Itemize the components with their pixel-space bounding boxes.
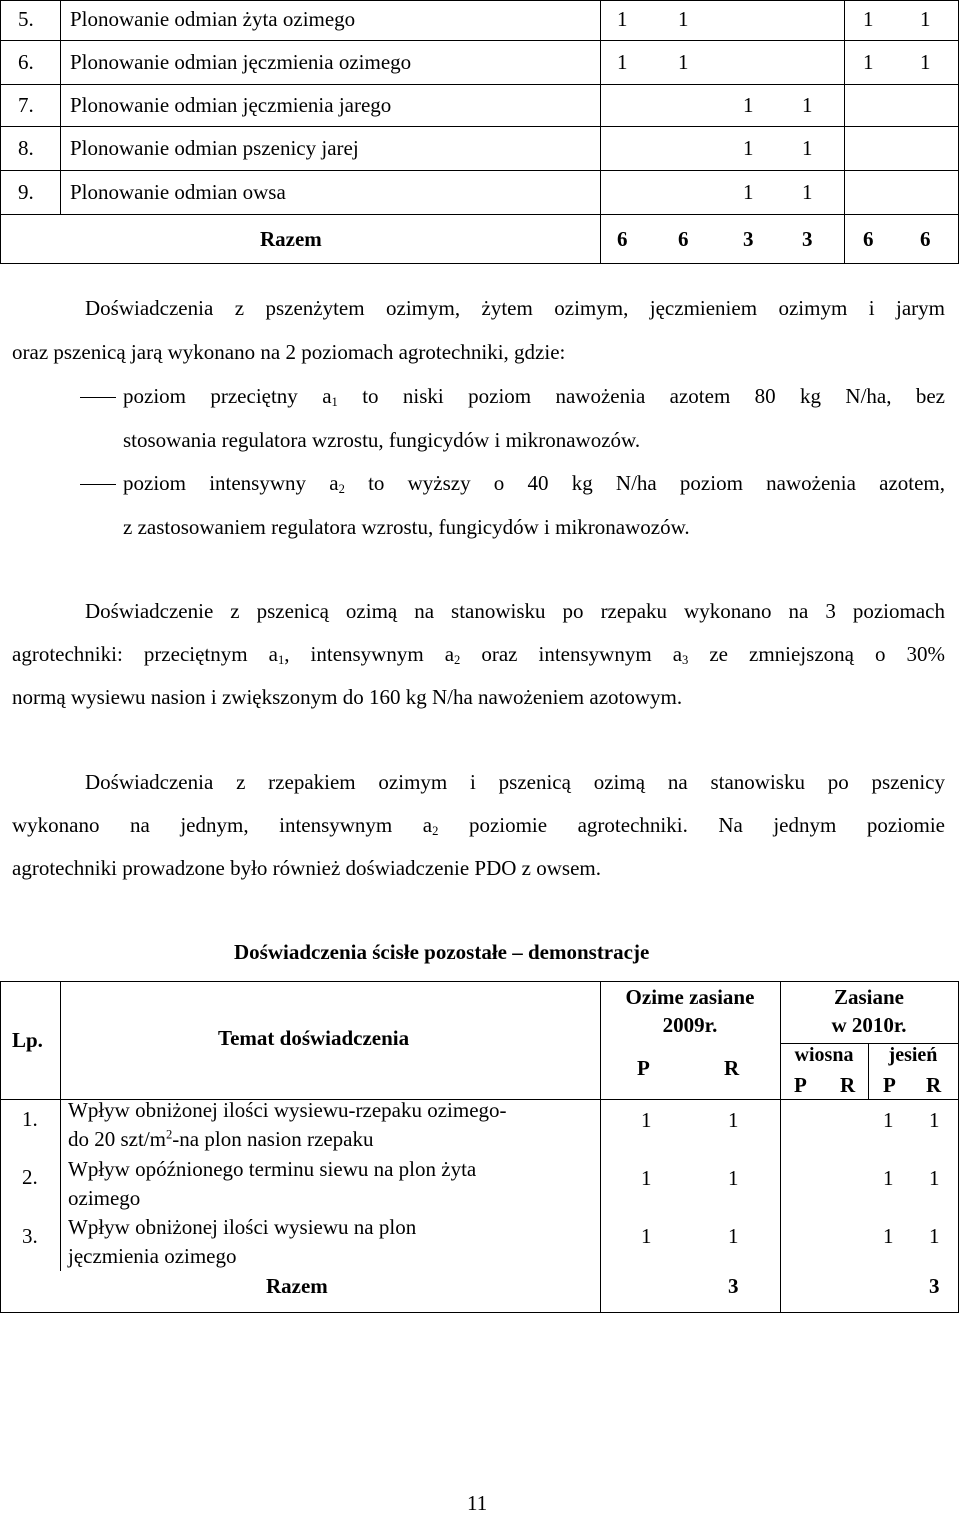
text-line: agrotechniki prowadzone było również doświadczenie PDO z owsem. — [12, 856, 601, 880]
row-label: Plonowanie odmian jęczmienia ozimego — [70, 50, 412, 74]
total-value: 6 — [678, 227, 689, 251]
cell-value: 1 — [743, 136, 754, 160]
cell-value: 1 — [883, 1166, 894, 1190]
column-header-spring: wiosna — [794, 1044, 854, 1066]
column-header-p: P — [794, 1073, 807, 1097]
column-header-winter: Ozime zasiane — [625, 985, 755, 1009]
text-line: wykonano na jednym, intensywnym $a_2$ poziomie agrotechniki. Na jednym poziomie — [12, 813, 946, 839]
cell-value: 1 — [728, 1108, 739, 1132]
total-value: 3 — [743, 227, 754, 251]
total-value: 3 — [929, 1274, 940, 1298]
text-line: oraz pszenicą jarą wykonano na 2 poziomach agrotechniki, gdzie: — [12, 340, 566, 364]
column-header-lp: Lp. — [12, 1028, 43, 1052]
text-line: Doświadczenie z pszenicą ozimą na stanowisku po rzepaku wykonano na 3 poziomach — [85, 599, 945, 623]
cell-value: 1 — [929, 1224, 940, 1248]
total-value: 3 — [802, 227, 813, 251]
bullet-line: poziom intensywny $a_2$ to wyższy o 40 kg N/ha poziom nawożenia azotem, — [123, 471, 946, 497]
column-header-sown-year: w 2010r. — [831, 1013, 907, 1037]
column-header-sown: Zasiane — [833, 985, 904, 1009]
row-topic-line: Wpływ opóźnionego terminu siewu na plon żyta — [68, 1157, 477, 1181]
column-header-winter-year: 2009r. — [662, 1013, 718, 1037]
row-topic-line: jęczmienia ozimego — [68, 1244, 237, 1268]
dash-bullet — [80, 484, 116, 485]
bullet-line: stosowania regulatora wzrostu, fungicydów i mikronawozów. — [123, 428, 641, 452]
cell-value: 1 — [929, 1108, 940, 1132]
total-label: Razem — [260, 227, 322, 251]
cell-value: 1 — [728, 1224, 739, 1248]
section-heading: Doświadczenia ścisłe pozostałe – demonstracje — [234, 940, 650, 964]
cell-value: 1 — [920, 50, 931, 74]
column-header-topic: Temat doświadczenia — [218, 1026, 410, 1050]
top-table — [0, 0, 958, 264]
total-label: Razem — [266, 1274, 328, 1298]
text-line: normą wysiewu nasion i zwiększonym do 160 kg N/ha nawożeniem azotowym. — [12, 685, 683, 709]
cell-value: 1 — [802, 136, 813, 160]
row-label: Plonowanie odmian jęczmienia jarego — [70, 93, 392, 117]
cell-value: 1 — [802, 180, 813, 204]
page-number: 11 — [467, 1491, 488, 1515]
cell-value: 1 — [728, 1166, 739, 1190]
column-header-r: R — [926, 1073, 942, 1097]
row-label: Plonowanie odmian owsa — [70, 180, 286, 204]
total-value: 6 — [863, 227, 874, 251]
row-number: 9. — [18, 180, 34, 204]
total-value: 3 — [728, 1274, 739, 1298]
cell-value: 1 — [641, 1224, 652, 1248]
row-number: 6. — [18, 50, 34, 74]
row-topic-line: Wpływ obniżonej ilości wysiewu-rzepaku ozimego- — [68, 1098, 507, 1122]
row-number: 8. — [18, 136, 34, 160]
row-topic-line: ozimego — [68, 1186, 141, 1210]
total-value: 6 — [617, 227, 628, 251]
text-line: agrotechniki: przeciętnym $a_1$, intensywnym $a_2$ oraz intensywnym $a_3$ ze zmniejszoną o 30% — [12, 642, 945, 668]
cell-value: 1 — [617, 50, 628, 74]
column-header-r: R — [724, 1056, 740, 1080]
cell-value: 1 — [802, 93, 813, 117]
row-label: Plonowanie odmian żyta ozimego — [70, 7, 356, 31]
column-header-p: P — [883, 1073, 896, 1097]
row-number: 1. — [22, 1107, 38, 1131]
cell-value: 1 — [743, 93, 754, 117]
bullet-line: z zastosowaniem regulatora wzrostu, fungicydów i mikronawozów. — [123, 515, 690, 539]
column-header-autumn: jesień — [888, 1044, 938, 1066]
row-number: 3. — [22, 1224, 38, 1248]
column-header-p: P — [637, 1056, 650, 1080]
cell-value: 1 — [641, 1166, 652, 1190]
row-topic-line: Wpływ obniżonej ilości wysiewu na plon — [68, 1215, 417, 1239]
total-value: 6 — [920, 227, 931, 251]
cell-value: 1 — [617, 7, 628, 31]
cell-value: 1 — [863, 50, 874, 74]
cell-value: 1 — [883, 1224, 894, 1248]
cell-value: 1 — [929, 1166, 940, 1190]
cell-value: 1 — [678, 7, 689, 31]
cell-value: 1 — [743, 180, 754, 204]
cell-value: 1 — [863, 7, 874, 31]
column-header-r: R — [840, 1073, 856, 1097]
cell-value: 1 — [920, 7, 931, 31]
row-number: 2. — [22, 1165, 38, 1189]
bottom-table — [0, 981, 958, 1313]
cell-value: 1 — [883, 1108, 894, 1132]
row-label: Plonowanie odmian pszenicy jarej — [70, 136, 359, 160]
text-line: Doświadczenia z pszenżytem ozimym, żytem ozimym, jęczmieniem ozimym i jarym — [85, 296, 945, 320]
row-number: 5. — [18, 7, 34, 31]
dash-bullet — [80, 397, 116, 398]
text-line: Doświadczenia z rzepakiem ozimym i pszenicą ozimą na stanowisku po pszenicy — [85, 770, 945, 794]
row-number: 7. — [18, 93, 34, 117]
cell-value: 1 — [641, 1108, 652, 1132]
cell-value: 1 — [678, 50, 689, 74]
row-topic-line: do 20 szt/$m^2-na$ plon nasion rzepaku — [68, 1127, 374, 1151]
bullet-line: poziom przeciętny $a_1$ to niski poziom nawożenia azotem 80 kg N/ha, bez — [123, 384, 945, 410]
